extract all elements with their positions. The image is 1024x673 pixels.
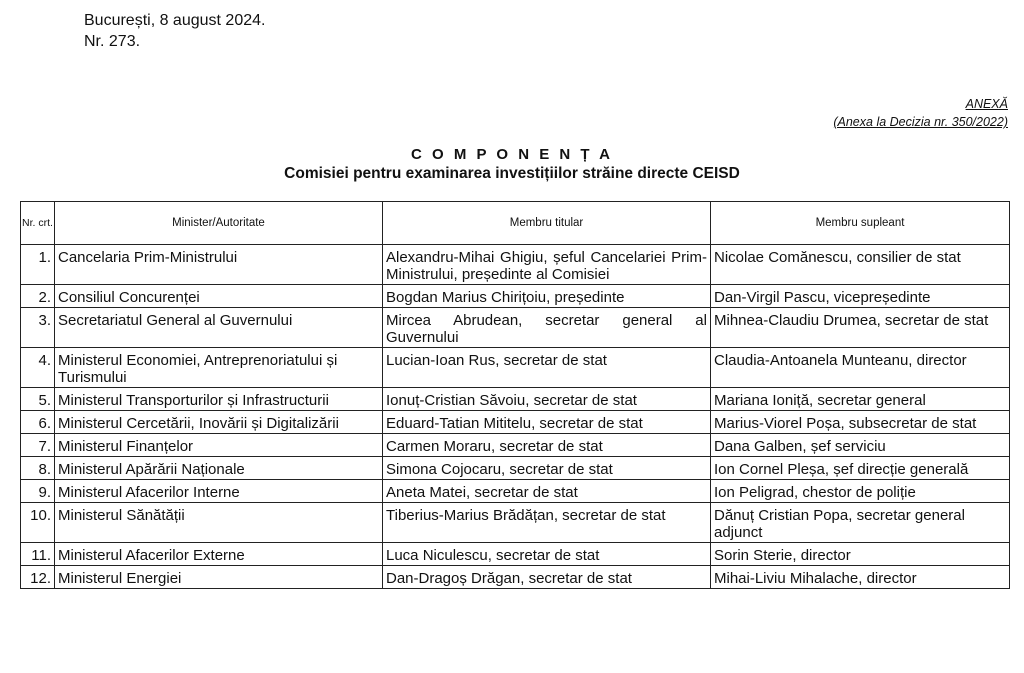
cell-nr: 2. <box>21 285 55 308</box>
table-row <box>21 388 1010 411</box>
cell-nr: 1. <box>21 245 55 285</box>
cell-alternate: Mihai-Liviu Mihalache, director <box>711 566 1010 589</box>
cell-alternate: Ion Peligrad, chestor de poliție <box>711 480 1010 503</box>
cell-member: Lucian-Ioan Rus, secretar de stat <box>383 348 711 388</box>
cell-ministry: Ministerul Economiei, Antreprenoriatului și Turismului <box>55 348 383 388</box>
decision-number: Nr. 273. <box>84 33 141 50</box>
table-row <box>21 348 1010 388</box>
cell-ministry: Cancelaria Prim-Ministrului <box>55 245 383 285</box>
cell-member: Mircea Abrudean, secretar general al Guvernului <box>383 308 711 348</box>
annex-label: ANEXĂ <box>965 97 1008 111</box>
cell-alternate: Dan-Virgil Pascu, vicepreședinte <box>711 285 1010 308</box>
cell-nr: 9. <box>21 480 55 503</box>
cell-ministry: Ministerul Energiei <box>55 566 383 589</box>
cell-ministry: Ministerul Afacerilor Externe <box>55 543 383 566</box>
header-alternate: Membru supleant <box>711 202 1010 245</box>
cell-nr: 4. <box>21 348 55 388</box>
cell-nr: 7. <box>21 434 55 457</box>
cell-alternate: Ion Cornel Pleșa, șef direcție generală <box>711 457 1010 480</box>
cell-member: Luca Niculescu, secretar de stat <box>383 543 711 566</box>
cell-alternate: Mariana Ioniță, secretar general <box>711 388 1010 411</box>
header-ministry: Minister/Autoritate <box>55 202 383 245</box>
cell-member: Ionuț-Cristian Săvoiu, secretar de stat <box>383 388 711 411</box>
annex-reference <box>833 95 1008 131</box>
table-row <box>21 457 1010 480</box>
cell-alternate: Sorin Sterie, director <box>711 543 1010 566</box>
cell-nr: 3. <box>21 308 55 348</box>
cell-ministry: Ministerul Cercetării, Inovării și Digitalizării <box>55 411 383 434</box>
cell-ministry: Ministerul Sănătății <box>55 503 383 543</box>
table-row <box>21 308 1010 348</box>
cell-member: Bogdan Marius Chirițoiu, președinte <box>383 285 711 308</box>
place-date: București, 8 august 2024. <box>84 12 266 29</box>
cell-alternate: Claudia-Antoanela Munteanu, director <box>711 348 1010 388</box>
header-nr: Nr. crt. <box>21 202 55 245</box>
cell-nr: 8. <box>21 457 55 480</box>
cell-alternate: Dana Galben, șef serviciu <box>711 434 1010 457</box>
cell-nr: 6. <box>21 411 55 434</box>
cell-ministry: Consiliul Concurenței <box>55 285 383 308</box>
document-header <box>84 10 265 52</box>
cell-ministry: Ministerul Apărării Naționale <box>55 457 383 480</box>
table-row <box>21 480 1010 503</box>
table-row <box>21 434 1010 457</box>
cell-nr: 12. <box>21 566 55 589</box>
cell-alternate: Marius-Viorel Poșa, subsecretar de stat <box>711 411 1010 434</box>
cell-alternate: Dănuț Cristian Popa, secretar general adjunct <box>711 503 1010 543</box>
document-title: C O M P O N E N Ț A <box>410 146 613 163</box>
cell-alternate: Mihnea-Claudiu Drumea, secretar de stat <box>711 308 1010 348</box>
cell-ministry: Secretariatul General al Guvernului <box>55 308 383 348</box>
table-row <box>21 566 1010 589</box>
cell-member: Tiberius-Marius Brădățan, secretar de stat <box>383 503 711 543</box>
cell-member: Carmen Moraru, secretar de stat <box>383 434 711 457</box>
cell-nr: 10. <box>21 503 55 543</box>
annex-decision-ref: (Anexa la Decizia nr. 350/2022) <box>833 115 1008 129</box>
cell-ministry: Ministerul Transporturilor și Infrastructurii <box>55 388 383 411</box>
cell-nr: 5. <box>21 388 55 411</box>
cell-member: Dan-Dragoș Drăgan, secretar de stat <box>383 566 711 589</box>
cell-nr: 11. <box>21 543 55 566</box>
table-row <box>21 543 1010 566</box>
cell-member: Eduard-Tatian Mititelu, secretar de stat <box>383 411 711 434</box>
cell-member: Simona Cojocaru, secretar de stat <box>383 457 711 480</box>
cell-ministry: Ministerul Finanțelor <box>55 434 383 457</box>
header-member: Membru titular <box>383 202 711 245</box>
table-row <box>21 285 1010 308</box>
cell-ministry: Ministerul Afacerilor Interne <box>55 480 383 503</box>
cell-member: Aneta Matei, secretar de stat <box>383 480 711 503</box>
document-subtitle: Comisiei pentru examinarea investițiilor străine directe CEISD <box>284 165 740 182</box>
table-header-row <box>21 202 1010 245</box>
composition-table <box>20 201 1010 589</box>
cell-member: Alexandru-Mihai Ghigiu, șeful Cancelariei Prim-Ministrului, președinte al Comisiei <box>383 245 711 285</box>
table-row <box>21 245 1010 285</box>
table-row <box>21 411 1010 434</box>
table-row <box>21 503 1010 543</box>
cell-alternate: Nicolae Comănescu, consilier de stat <box>711 245 1010 285</box>
